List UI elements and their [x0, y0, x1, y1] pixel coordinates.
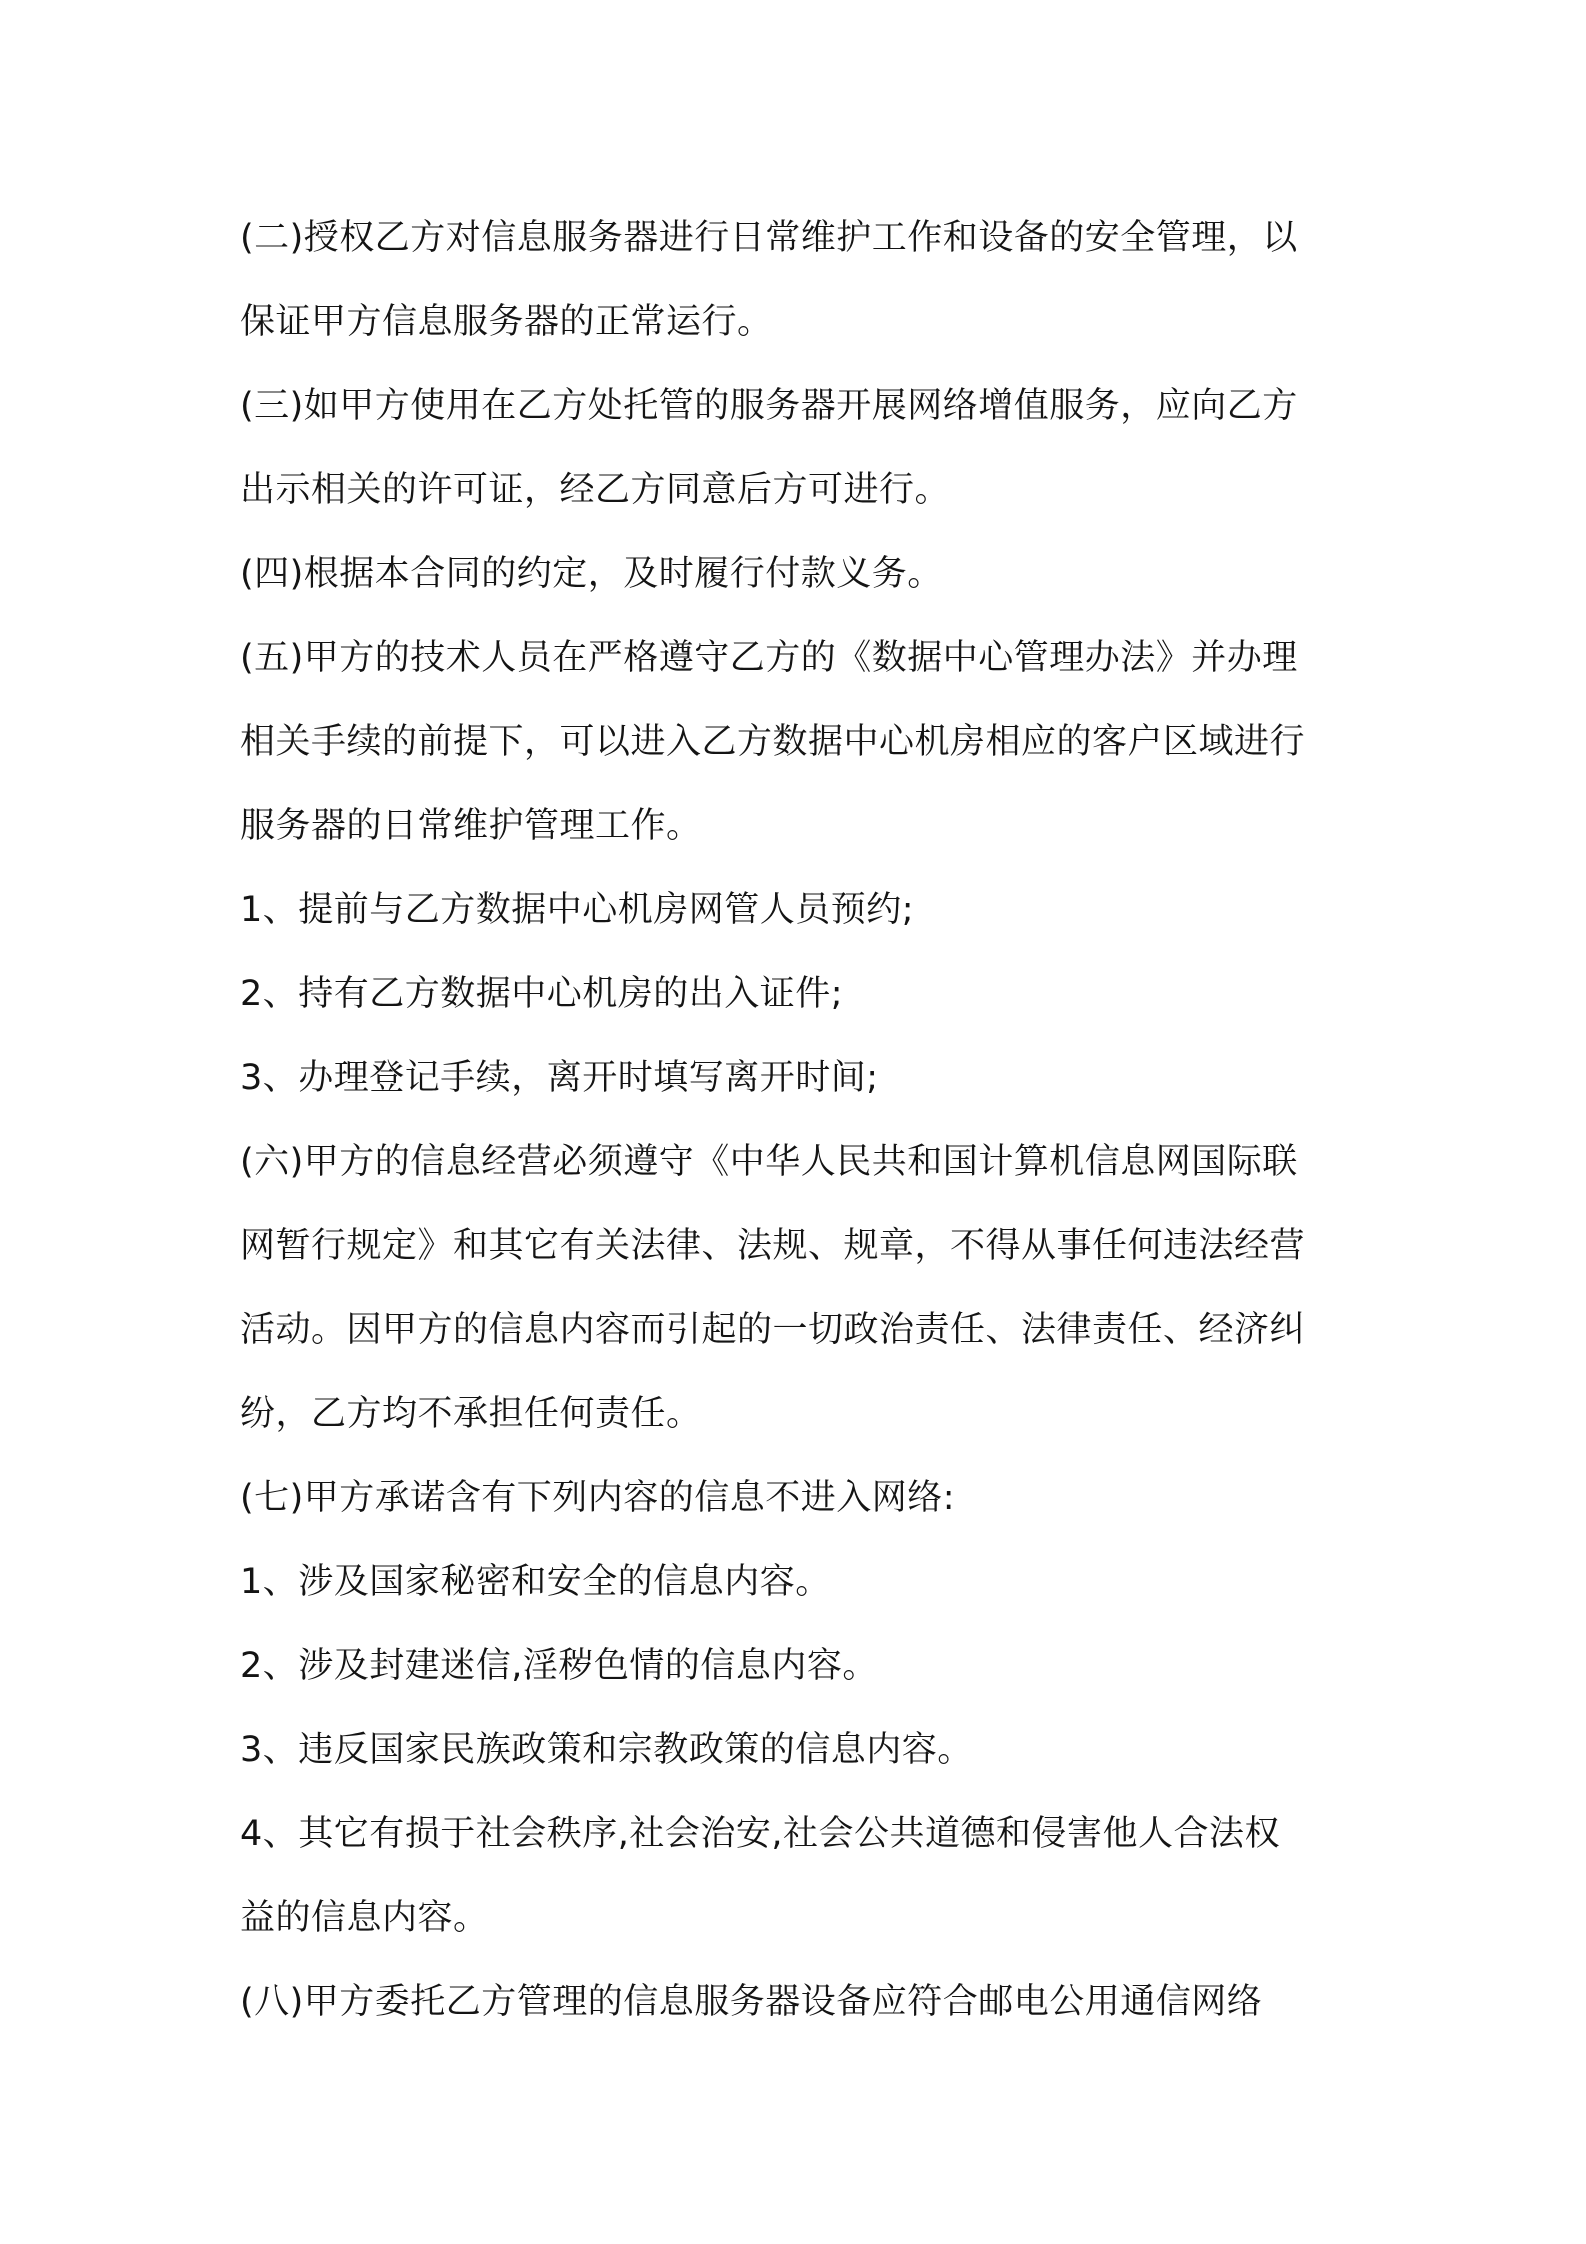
- document-body: [240, 196, 1360, 2044]
- text-line: (六)甲方的信息经营必须遵守《中华人民共和国计算机信息网国际联: [240, 1142, 1298, 1182]
- text-line: (二)授权乙方对信息服务器进行日常维护工作和设备的安全管理，以: [240, 218, 1298, 258]
- text-line: 服务器的日常维护管理工作。: [240, 806, 702, 846]
- list-item: 3、办理登记手续，离开时填写离开时间;: [240, 1058, 879, 1098]
- list-item: 1、提前与乙方数据中心机房网管人员预约;: [240, 890, 915, 930]
- list-item: 2、涉及封建迷信,淫秽色情的信息内容。: [240, 1646, 878, 1686]
- text-line: (五)甲方的技术人员在严格遵守乙方的《数据中心管理办法》并办理: [240, 638, 1298, 678]
- text-line: (三)如甲方使用在乙方处托管的服务器开展网络增值服务，应向乙方: [240, 386, 1298, 426]
- text-line: 相关手续的前提下，可以进入乙方数据中心机房相应的客户区域进行: [240, 722, 1306, 762]
- list-item: 4、其它有损于社会秩序,社会治安,社会公共道德和侵害他人合法权: [240, 1814, 1281, 1854]
- text-line: 保证甲方信息服务器的正常运行。: [240, 302, 773, 342]
- text-line: 网暂行规定》和其它有关法律、法规、规章，不得从事任何违法经营: [240, 1226, 1306, 1266]
- list-item: 2、持有乙方数据中心机房的出入证件;: [240, 974, 844, 1014]
- text-line: (四)根据本合同的约定，及时履行付款义务。: [240, 554, 943, 594]
- text-line: (八)甲方委托乙方管理的信息服务器设备应符合邮电公用通信网络: [240, 1982, 1263, 2022]
- list-item: 3、违反国家民族政策和宗教政策的信息内容。: [240, 1730, 973, 1770]
- text-line: (七)甲方承诺含有下列内容的信息不进入网络:: [240, 1478, 956, 1518]
- list-item: 1、涉及国家秘密和安全的信息内容。: [240, 1562, 831, 1602]
- text-line: 纷，乙方均不承担任何责任。: [240, 1394, 702, 1434]
- text-line: 活动。因甲方的信息内容而引起的一切政治责任、法律责任、经济纠: [240, 1310, 1306, 1350]
- text-line: 益的信息内容。: [240, 1898, 489, 1938]
- text-line: 出示相关的许可证，经乙方同意后方可进行。: [240, 470, 951, 510]
